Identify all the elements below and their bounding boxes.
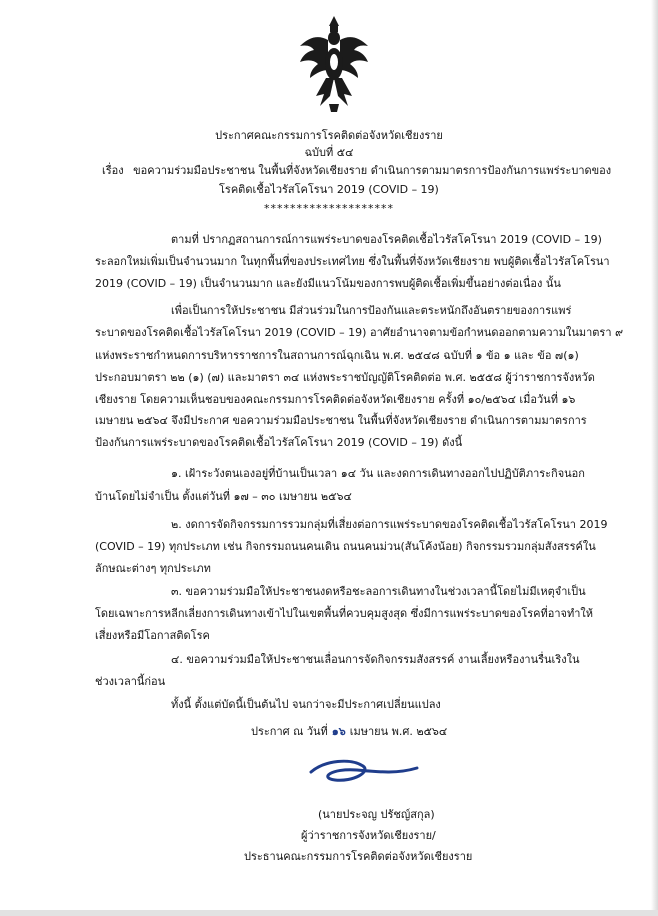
paragraph-line: เมษายน ๒๕๖๔ จึงมีประกาศ ขอความร่วมมือประชาชน ในพื้นที่จังหวัดเชียงราย ดำเนินการตามมาตรการ [95,414,587,427]
list-item-cont: บ้านโดยไม่จำเป็น ตั้งแต่วันที่ ๑๗ – ๓๐ เมษายน ๒๕๖๔ [95,490,352,503]
signature [305,752,425,792]
list-item: ๔. ขอความร่วมมือให้ประชาชนเลื่อนการจัดกิจกรรมสังสรรค์ งานเลี้ยงหรืองานรื่นเริงใน [171,653,580,666]
subject-text: ขอความร่วมมือประชาชน ในพื้นที่จังหวัดเชียงราย ดำเนินการตามมาตรการป้องกันการแพร่ระบาดของ [133,164,612,177]
paragraph-line: เพื่อเป็นการให้ประชาชน มีส่วนร่วมในการป้องกันและตระหนักถึงอันตรายของการแพร่ [171,304,572,317]
signer-title: ผู้ว่าราชการจังหวัดเชียงราย/ [301,829,436,842]
page-edge-shadow [0,910,658,916]
paragraph-line: ป้องกันการแพร่ระบาดของโรคติดเชื้อไวรัสโคโรนา 2019 (COVID – 19) ดังนี้ [95,436,463,449]
date-prefix: ประกาศ ณ วันที่ [251,725,328,738]
date-suffix: เมษายน พ.ศ. ๒๕๖๔ [349,725,448,738]
subject-line [102,164,617,178]
list-item: ๒. งดการจัดกิจกรรมการรวมกลุ่มที่เสี่ยงต่อการแพร่ระบาดของโรคติดเชื้อไวรัสโคโรนา 2019 [171,518,608,531]
paragraph-line: ระบาดของโรคติดเชื้อไวรัสโคโรนา 2019 (COVID – 19) อาศัยอำนาจตามข้อกำหนดออกตามความในมาตรา ๙ [95,326,624,339]
paragraph-line: ประกอบมาตรา ๒๒ (๑) (๗) และมาตรา ๓๔ แห่งพระราชบัญญัติโรคติดต่อ พ.ศ. ๒๕๕๘ ผู้ว่าราชการจังหวัด [95,371,595,384]
issue-number: ฉบับที่ ๕๔ [304,146,354,159]
list-item-cont: ลักษณะต่างๆ ทุกประเภท [95,562,211,575]
signer-name: (นายประจญ ปรัชญ์สกุล) [318,808,435,821]
page-edge-shadow [651,0,658,916]
list-item-cont: เสี่ยงหรือมีโอกาสติดโรค [95,629,210,642]
announcement-title: ประกาศคณะกรรมการโรคติดต่อจังหวัดเชียงราย [215,129,443,142]
signer-title: ประธานคณะกรรมการโรคติดต่อจังหวัดเชียงราย [244,850,473,863]
list-item-cont: โดยเฉพาะการหลีกเลี่ยงการเดินทางเข้าไปในเขตพื้นที่ควบคุมสูงสุด ซึ่งมีการแพร่ระบาดของโรคที่อาจทำให้ [95,607,594,620]
subject-text-cont: โรคติดเชื้อไวรัสโคโรนา 2019 (COVID – 19) [219,183,439,196]
garuda-emblem-icon [296,14,372,114]
list-item-cont: (COVID – 19) ทุกประเภท เช่น กิจกรรมถนนคนเดิน ถนนคนม่วน(สันโค้งน้อย) กิจกรรมรวมกลุ่มสังสรรค์ใน [95,540,596,553]
paragraph-line: เชียงราย โดยความเห็นชอบของคณะกรรมการโรคติดต่อจังหวัดเชียงราย ครั้งที่ ๑๐/๒๕๖๔ เมื่อวันที่ ๑๖ [95,393,576,406]
date-day: ๑๖ [331,725,346,738]
effective-clause: ทั้งนี้ ตั้งแต่บัดนี้เป็นต้นไป จนกว่าจะมีประกาศเปลี่ยนแปลง [171,698,441,711]
paragraph-line: ระลอกใหม่เพิ่มเป็นจำนวนมาก ในทุกพื้นที่ของประเทศไทย ซึ่งในพื้นที่จังหวัดเชียงราย พบผู้ติดเชื้อไวรัสโคโรนา [95,255,610,268]
paragraph-line: ตามที่ ปรากฏสถานการณ์การแพร่ระบาดของโรคติดเชื้อไวรัสโคโรนา 2019 (COVID – 19) [171,233,602,246]
list-item-cont: ช่วงเวลานี้ก่อน [95,675,166,688]
paragraph-line: 2019 (COVID – 19) เป็นจำนวนมาก และยังมีแนวโน้มของการพบผู้ติดเชื้อเพิ่มขึ้นอย่างต่อเนื่อง นั้น [95,277,561,290]
subject-label: เรื่อง [102,164,124,177]
list-item: ๑. เฝ้าระวังตนเองอยู่ที่บ้านเป็นเวลา ๑๔ วัน และงดการเดินทางออกไปปฏิบัติภาระกิจนอก [171,467,585,480]
issue-date [251,725,447,739]
divider: ******************** [264,202,394,215]
paragraph-line: แห่งพระราชกำหนดการบริหารราชการในสถานการณ์ฉุกเฉิน พ.ศ. ๒๕๔๘ ฉบับที่ ๑ ข้อ ๑ และ ข้อ ๗(๑) [95,349,579,362]
list-item: ๓. ขอความร่วมมือให้ประชาชนงดหรือชะลอการเดินทางในช่วงเวลานี้โดยไม่มีเหตุจำเป็น [171,585,586,598]
